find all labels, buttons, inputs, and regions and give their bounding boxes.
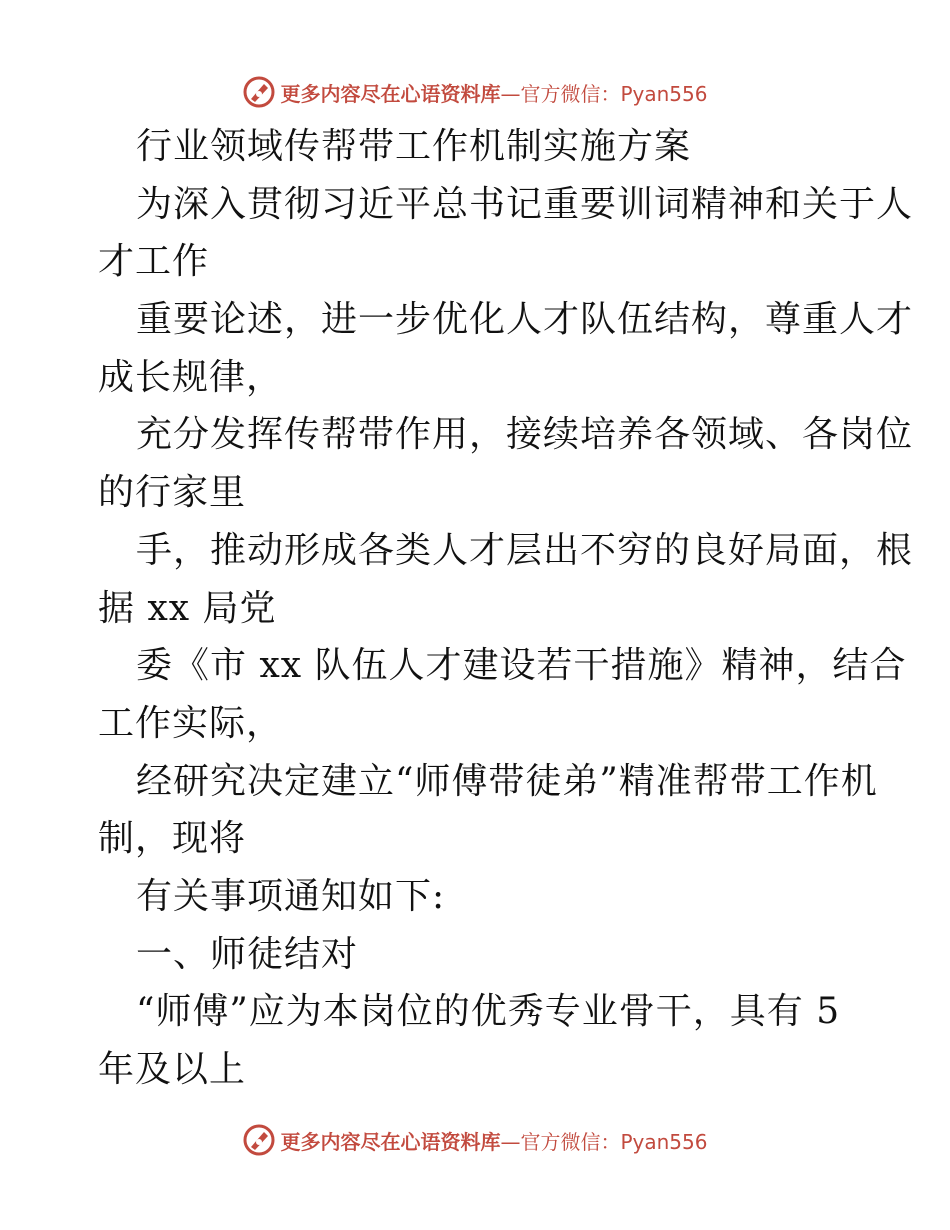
footer-banner-text xyxy=(280,1126,707,1155)
paragraph-line: 成长规律， xyxy=(98,356,284,398)
paragraph-line: 的行家里 xyxy=(98,472,247,514)
paragraph-line: 充分发挥传帮带作用，接续培养各领域、各岗位 xyxy=(136,414,914,456)
paragraph-line: 重要论述，进一步优化人才队伍结构，尊重人才 xyxy=(136,299,914,341)
paragraph-line: 据 xx 局党 xyxy=(98,587,277,629)
paragraph-line: 工作实际， xyxy=(98,702,284,744)
paragraph-line: 为深入贯彻习近平总书记重要训词精神和关于人 xyxy=(136,183,914,225)
paragraph-line: 委《市 xx 队伍人才建设若干措施》精神，结合 xyxy=(136,645,907,687)
paragraph-line: 手，推动形成各类人才层出不穷的良好局面，根 xyxy=(136,529,914,571)
paragraph-line: 才工作 xyxy=(98,241,210,283)
header-banner-text xyxy=(280,78,707,107)
paragraph-line: 经研究决定建立“师傅带徒弟”精准帮带工作机 xyxy=(136,760,878,802)
footer-banner-main: 更多内容尽在心语资料库 xyxy=(280,1129,501,1154)
footer-banner-separator: — xyxy=(500,1129,521,1154)
paragraph-line: 制，现将 xyxy=(98,818,247,860)
section-heading: 一、师徒结对 xyxy=(136,933,359,975)
header-banner-separator: — xyxy=(500,81,521,106)
paragraph-line: 年及以上 xyxy=(98,1049,247,1090)
pen-seal-icon xyxy=(242,1123,276,1157)
document-body xyxy=(98,118,914,1099)
paragraph-line: 有关事项通知如下: xyxy=(136,875,446,917)
footer-banner xyxy=(0,1120,950,1160)
footer-banner-contact: 官方微信：Pyan556 xyxy=(520,1129,708,1154)
header-banner-contact: 官方微信：Pyan556 xyxy=(520,81,708,106)
paragraph-line: “师傅”应为本岗位的优秀专业骨干，具有 5 xyxy=(136,991,841,1033)
pen-seal-icon xyxy=(242,75,276,109)
header-banner xyxy=(0,72,950,112)
document-title: 行业领域传帮带工作机制实施方案 xyxy=(136,126,692,167)
header-banner-main: 更多内容尽在心语资料库 xyxy=(280,81,501,106)
